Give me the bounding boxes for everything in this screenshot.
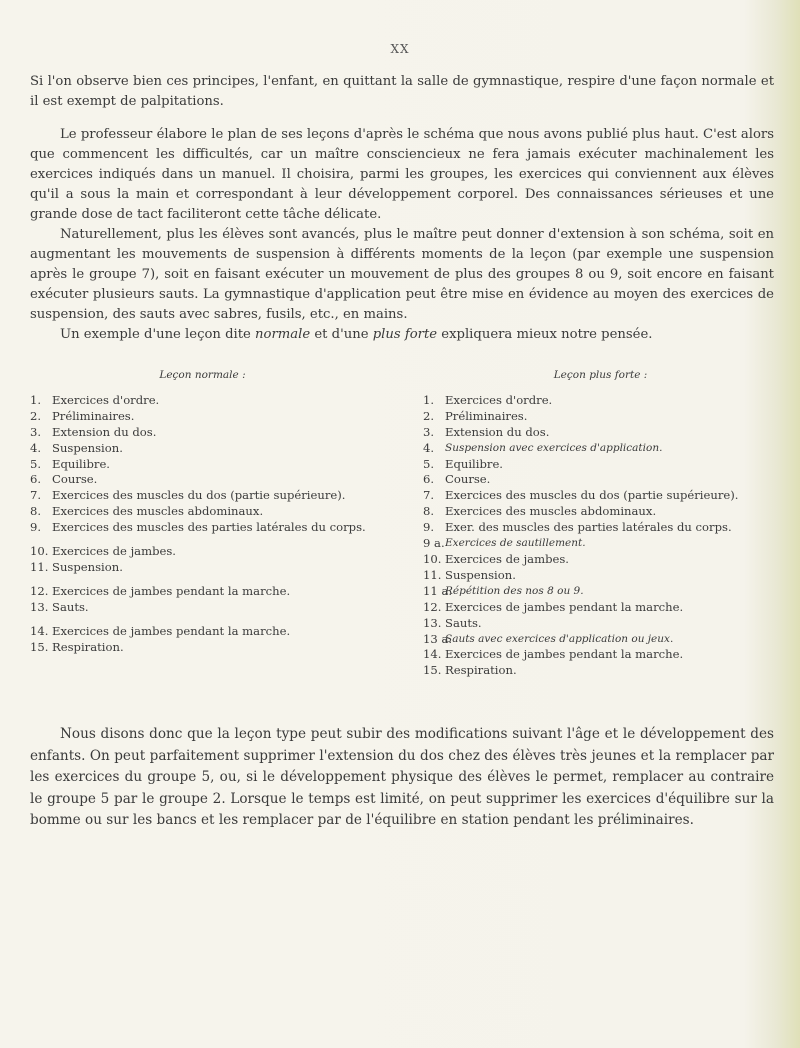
lesson-normal-list	[30, 368, 375, 656]
paragraph-5: Nous disons donc que la leçon type peut subir des modifications suivant l'âge et le développement des enfants. On peut parfaitement supprimer l'extension du dos chez des élèves très jeunes et la remplacer par les exercices du groupe 5, ou, si le développement physique des élèves le permet, remplacer au contraire le groupe 5 par le groupe 2. Lorsque le temps est limité, on peut supprimer les exercices d'équilibre sur la bomme ou sur les bancs et les remplacer par de l'équilibre en station pendant les préliminaires.	[30, 726, 774, 828]
item-number: 10.	[30, 544, 49, 559]
item-number: 7.	[423, 488, 435, 503]
list-item	[423, 632, 778, 648]
list-item	[30, 624, 375, 640]
item-number: 10.	[423, 551, 442, 566]
item-number: 11.	[423, 567, 442, 582]
list-item	[30, 504, 375, 520]
item-number: 1.	[30, 392, 42, 407]
item-text: Exercices d'ordre.	[52, 392, 160, 407]
list-item	[423, 663, 778, 679]
item-text: Exercices de jambes.	[52, 544, 176, 559]
item-number: 4.	[30, 440, 42, 455]
item-number: 11.	[30, 559, 49, 574]
item-number: 13.	[423, 615, 442, 630]
list-item	[30, 488, 375, 504]
list-item	[423, 616, 778, 632]
list-item	[423, 472, 778, 488]
list-item	[30, 409, 375, 425]
item-number: 5.	[423, 456, 435, 471]
list-item	[30, 441, 375, 457]
item-text: Exercices des muscles abdominaux.	[445, 504, 657, 519]
item-text: Course.	[52, 472, 98, 487]
item-text: Suspension.	[52, 440, 123, 455]
item-number: 12.	[423, 599, 442, 614]
item-text: Préliminaires.	[445, 408, 528, 423]
item-text: Exercices des muscles abdominaux.	[52, 504, 264, 519]
item-text: Exercices de jambes pendant la marche.	[52, 623, 291, 638]
list-item	[30, 472, 375, 488]
list-item	[423, 441, 778, 457]
lesson-strong-list	[423, 368, 778, 679]
list-item	[423, 647, 778, 663]
spacer	[30, 576, 375, 584]
list-item	[30, 544, 375, 560]
item-number: 4.	[423, 440, 435, 455]
list-item	[30, 640, 375, 656]
list-item	[30, 425, 375, 441]
item-number: 2.	[30, 408, 42, 423]
list-item	[423, 600, 778, 616]
item-text: Course.	[445, 472, 491, 487]
item-number: 13.	[30, 599, 49, 614]
item-number: 8.	[423, 504, 435, 519]
list-item	[30, 393, 375, 409]
list-item	[423, 536, 778, 552]
item-number: 9.	[30, 520, 42, 535]
item-text: Préliminaires.	[52, 408, 135, 423]
item-text: Suspension avec exercices d'application.	[445, 441, 663, 454]
list-item	[30, 457, 375, 473]
item-number: 13 a.	[423, 631, 453, 646]
item-number: 6.	[423, 472, 435, 487]
list-item	[423, 520, 778, 536]
item-number: 15.	[30, 639, 49, 654]
item-text: Exercices de sautillement.	[445, 537, 586, 550]
item-text: Respiration.	[445, 663, 517, 678]
item-text: Respiration.	[52, 639, 124, 654]
item-number: 15.	[423, 663, 442, 678]
item-text: Sauts.	[445, 615, 482, 630]
p4-plus-forte: plus forte	[372, 327, 438, 342]
p4-part-e: expliquera mieux notre pensée.	[437, 327, 653, 342]
item-number: 2.	[423, 408, 435, 423]
item-number: 1.	[423, 392, 435, 407]
item-text: Suspension.	[52, 559, 123, 574]
list-item	[423, 584, 778, 600]
list-item	[423, 568, 778, 584]
p4-part-a: Un exemple d'une leçon dite	[60, 327, 256, 342]
item-text: Suspension.	[445, 567, 516, 582]
item-text: Exercices de jambes.	[445, 551, 569, 566]
item-text: Sauts.	[52, 599, 89, 614]
list-item	[423, 425, 778, 441]
list-item	[423, 393, 778, 409]
item-text: Equilibre.	[445, 456, 503, 471]
list-item	[30, 584, 375, 600]
item-text: Exercices de jambes pendant la marche.	[445, 599, 684, 614]
item-text: Exercices des muscles des parties latérales du corps.	[52, 520, 366, 535]
spacer	[30, 536, 375, 544]
list-item	[423, 504, 778, 520]
item-text: Exercices d'ordre.	[445, 392, 553, 407]
item-number: 9 a.	[423, 536, 445, 551]
lesson-normal-title: Leçon normale :	[159, 369, 246, 381]
item-number: 9.	[423, 520, 435, 535]
page-number: XX	[390, 42, 410, 56]
item-text: Equilibre.	[52, 456, 110, 471]
item-number: 8.	[30, 504, 42, 519]
list-item	[30, 600, 375, 616]
list-item	[423, 457, 778, 473]
lesson-strong-title: Leçon plus forte :	[553, 369, 648, 381]
item-text: Exercices des muscles du dos (partie supérieure).	[445, 488, 739, 503]
list-item	[423, 409, 778, 425]
item-text: Exercices de jambes pendant la marche.	[52, 583, 291, 598]
item-text: Répétition des nos 8 ou 9.	[445, 584, 584, 597]
spacer	[30, 616, 375, 624]
p4-part-c: et d'une	[310, 327, 373, 342]
item-number: 14.	[423, 647, 442, 662]
p4-normale: normale	[255, 327, 311, 342]
item-number: 14.	[30, 623, 49, 638]
item-text: Exer. des muscles des parties latérales du corps.	[445, 520, 732, 535]
list-item	[423, 488, 778, 504]
item-number: 7.	[30, 488, 42, 503]
paragraph-1: Si l'on observe bien ces principes, l'enfant, en quittant la salle de gymnastique, respire d'une façon normale et il est exempt de palpitations.	[30, 74, 774, 109]
item-number: 6.	[30, 472, 42, 487]
item-number: 11 a.	[423, 583, 453, 598]
list-item	[30, 560, 375, 576]
paragraph-2: Le professeur élabore le plan de ses leçons d'après le schéma que nous avons publié plus haut. C'est alors que commencent les difficultés, car un maître consciencieux ne fera jamais exécuter machinalement les exercices indiqués dans un manuel. Il choisira, parmi les groupes, les exercices qui conviennent aux élèves qu'il a sous la main et correspondant à leur développement corporel. Des connaissances sérieuses et une grande dose de tact faciliteront cette tâche délicate.	[30, 127, 774, 222]
item-number: 5.	[30, 456, 42, 471]
list-item	[30, 520, 375, 536]
paragraph-3: Naturellement, plus les élèves sont avancés, plus le maître peut donner d'extension à son schéma, soit en augmentant les mouvements de suspension à différents moments de la leçon (par exemple une suspension après le groupe 7), soit en faisant exécuter un mouvement de plus des groupes 8 ou 9, soit encore en faisant exécuter plusieurs sauts. La gymnastique d'application peut être mise en évidence au moyen des exercices de suspension, des sauts avec sabres, fusils, etc., en mains.	[30, 227, 774, 322]
item-text: Extension du dos.	[52, 424, 157, 439]
item-text: Exercices des muscles du dos (partie supérieure).	[52, 488, 346, 503]
item-text: Extension du dos.	[445, 424, 550, 439]
item-number: 3.	[423, 424, 435, 439]
item-number: 12.	[30, 583, 49, 598]
list-item	[423, 552, 778, 568]
paragraph-4	[30, 325, 774, 345]
item-text: Exercices de jambes pendant la marche.	[445, 647, 684, 662]
item-number: 3.	[30, 424, 42, 439]
item-text: Sauts avec exercices d'application ou jeux.	[445, 632, 674, 645]
